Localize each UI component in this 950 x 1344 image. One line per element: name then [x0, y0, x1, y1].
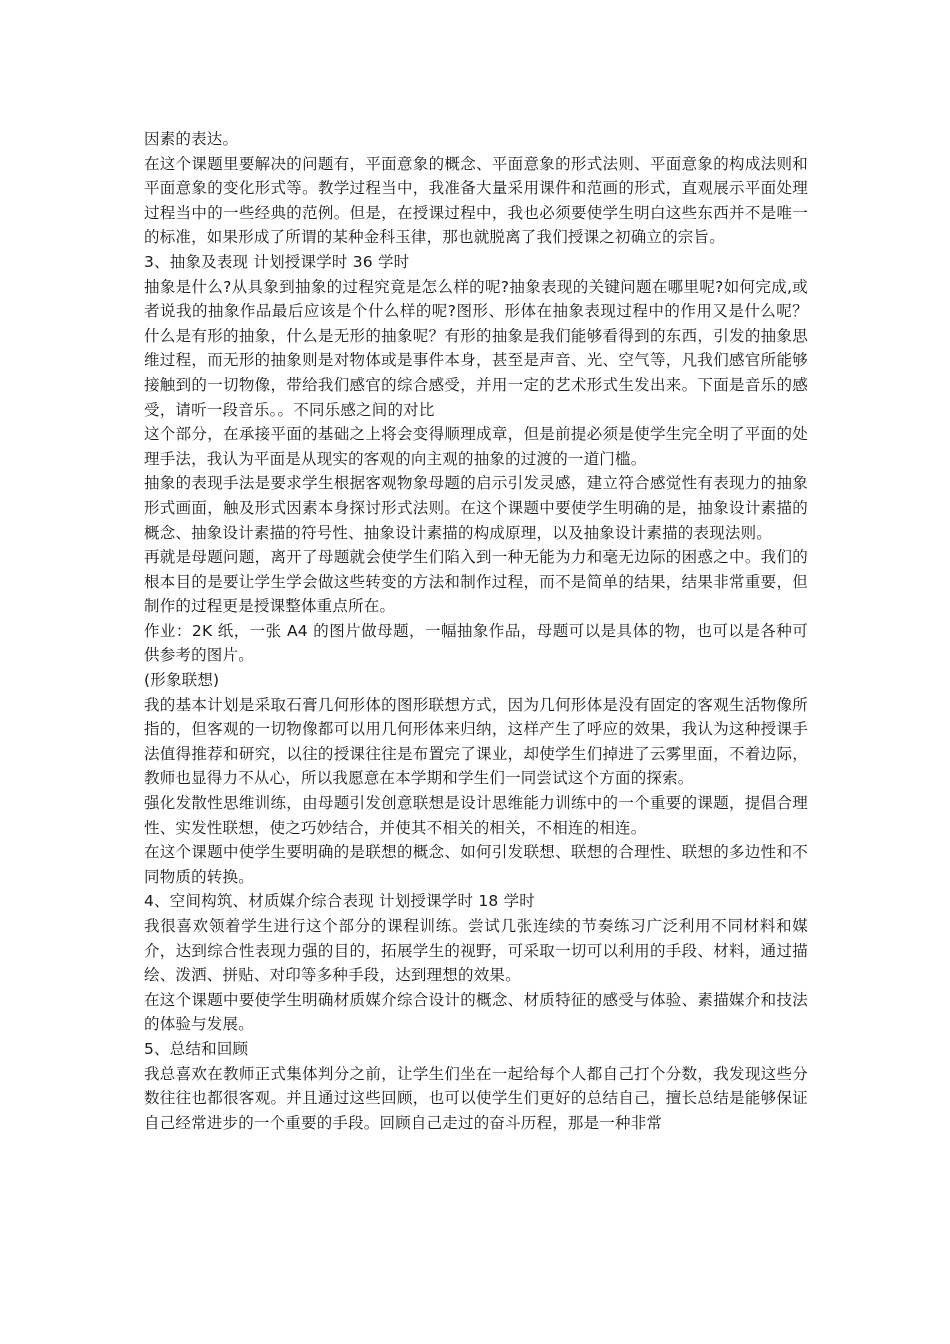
- paragraph-what-is-abstraction: 抽象是什么?从具象到抽象的过程究竟是怎么样的呢?抽象表现的关键问题在哪里呢?如何完成,或者说我的抽象作品最后应该是个什么样的呢?图形、形体在抽象表现过程中的作用又是什么呢？什么是有形的抽象，什么是无形的抽象呢？有形的抽象是我们能够看得到的东西，引发的抽象思维过程，而无形的抽象则是对物体或是事件本身，甚至是声音、光、空气等，凡我们感官所能够接触到的一切物像，带给我们感官的综合感受，并用一定的艺术形式生发出来。下面是音乐的感受，请听一段音乐。。不同乐感之间的对比: [144, 277, 808, 419]
- paragraph-continuation: 因素的表达。: [144, 130, 239, 148]
- section-heading-summary: 5、总结和回顾: [144, 1039, 249, 1058]
- paragraph-divergent-thinking: 强化发散性思维训练，由母题引发创意联想是设计思维能力训练中的一个重要的课题，提倡合理性、实发性联想，使之巧妙结合，并使其不相关的相关，不相连的相连。: [144, 794, 808, 837]
- paragraph-association-concept: 在这个课题中使学生要明确的是联想的概念、如何引发联想、联想的合理性、联想的多边性和不同物质的转换。: [144, 843, 808, 886]
- section-heading-spatial-materials: 4、空间构筑、材质媒介综合表现 计划授课学时 18 学时: [144, 892, 535, 911]
- paragraph-motif-problem: 再就是母题问题，离开了母题就会使学生们陷入到一种无能为力和毫无边际的困惑之中。我们的根本目的是要让学生学会做这些转变的方法和制作过程，而不是简单的结果，结果非常重要，但制作的过程更是授课整体重点所在。: [144, 548, 808, 616]
- paragraph-basic-plan: 我的基本计划是采取石膏几何形体的图形联想方式，因为几何形体是没有固定的客观生活物像所指的，但客观的一切物像都可以用几何形体来归纳，这样产生了呼应的效果，我认为这种授课手法值得推荐和研究，以往的授课往往是布置完了课业，却使学生们掉进了云雾里面，不着边际，教师也显得力不从心，所以我愿意在本学期和学生们一同尝试这个方面的探索。: [144, 695, 808, 788]
- subheading-image-association: (形象联想): [144, 671, 220, 690]
- document-body: [144, 127, 808, 1135]
- paragraph-abstract-technique: 抽象的表现手法是要求学生根据客观物象母题的启示引发灵感，建立符合感觉性有表现力的抽象形式画面，触及形式因素本身探讨形式法则。在这个课题中要使学生明确的是，抽象设计素描的概念、抽象设计素描的符号性、抽象设计素描的构成原理，以及抽象设计素描的表现法则。: [144, 474, 808, 542]
- paragraph-plane-imagery: 在这个课题里要解决的问题有，平面意象的概念、平面意象的形式法则、平面意象的构成法则和平面意象的变化形式等。教学过程当中，我准备大量采用课件和范画的形式，直观展示平面处理过程当中的一些经典的范例。但是，在授课过程中，我也必须要使学生明白这些东西并不是唯一的标准，如果形成了所谓的某种金科玉律，那也就脱离了我们授课之初确立的宗旨。: [144, 154, 808, 247]
- paragraph-assignment: 作业：2K 纸，一张 A4 的图片做母题，一幅抽象作品，母题可以是具体的物，也可以是各种可供参考的图片。: [144, 621, 808, 665]
- paragraph-materials-training: 我很喜欢领着学生进行这个部分的课程训练。尝试几张连续的节奏练习广泛利用不同材料和媒介，达到综合性表现力强的目的，拓展学生的视野，可采取一切可以利用的手段、材料，通过描绘、泼洒、拼贴、对印等多种手段，达到理想的效果。: [144, 917, 808, 985]
- paragraph-self-evaluation: 我总喜欢在教师正式集体判分之前，让学生们坐在一起给每个人都自己打个分数，我发现这些分数往往也都很客观。并且通过这些回顾，也可以使学生们更好的总结自己，擅长总结是能够保证自己经常进步的一个重要的手段。回顾自己走过的奋斗历程，那是一种非常: [144, 1064, 808, 1132]
- section-heading-abstraction: 3、抽象及表现 计划授课学时 36 学时: [144, 252, 410, 271]
- paragraph-materials-concept: 在这个课题中要使学生明确材质媒介综合设计的概念、材质特征的感受与体验、素描媒介和技法的体验与发展。: [144, 990, 808, 1034]
- paragraph-building-on-plane: 这个部分，在承接平面的基础之上将会变得顺理成章，但是前提必须是使学生完全明了平面的处理手法，我认为平面是从现实的客观的向主观的抽象的过渡的一道门槛。: [144, 425, 808, 468]
